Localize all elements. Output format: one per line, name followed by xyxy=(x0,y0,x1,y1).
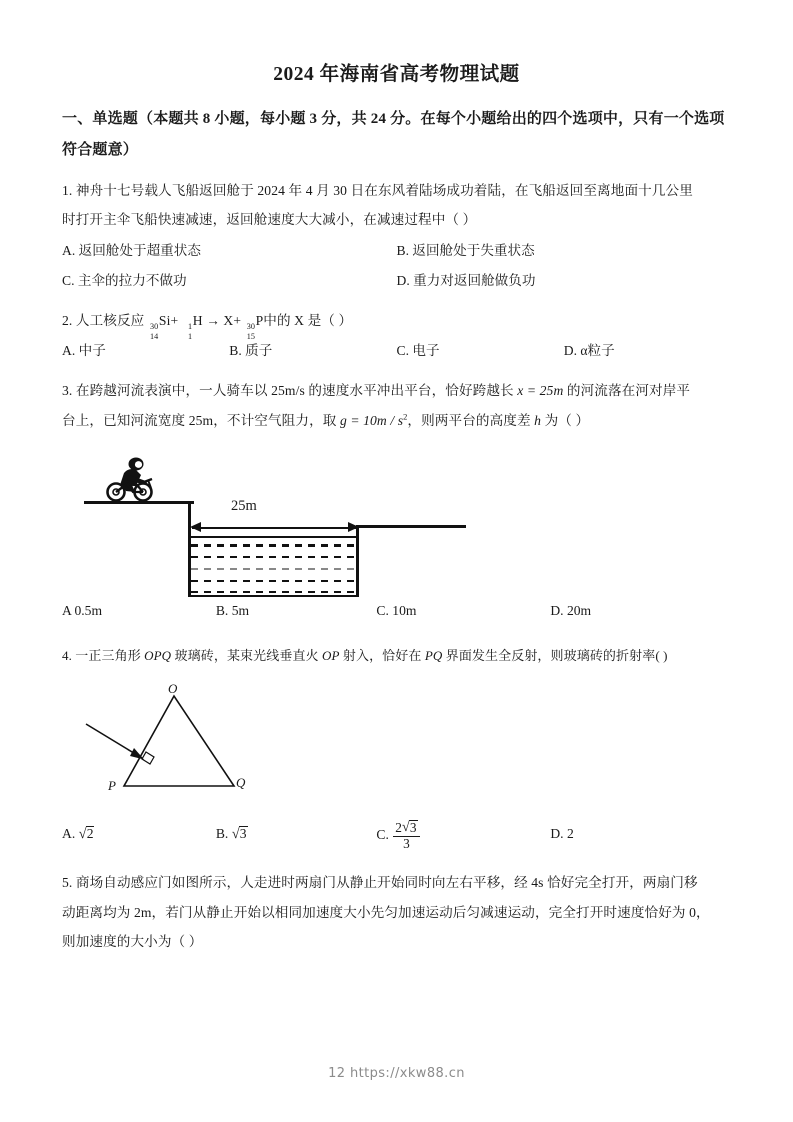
option-1-C[interactable]: C. 主伞的拉力不做功 xyxy=(62,273,187,289)
option-4-C-fraction xyxy=(393,820,419,852)
unknown-x: X xyxy=(223,312,234,328)
plus-1: + xyxy=(170,312,179,328)
q4-part-3: 射入，恰好在 xyxy=(339,647,425,663)
water-dash-line-3 xyxy=(191,568,357,570)
option-1-B[interactable]: B. 返回舱处于失重状态 xyxy=(396,242,535,258)
question-5-line-3: 则加速度的大小为（ ） xyxy=(62,934,203,950)
phosphorus-symbol: P xyxy=(255,312,264,328)
question-2-stem xyxy=(62,306,731,342)
q3-l2-part-c: 为（ ） xyxy=(541,412,590,428)
q3-span-value: x = 25m xyxy=(517,383,564,399)
question-4-options xyxy=(62,820,731,852)
left-platform-top xyxy=(84,501,194,504)
q3-height-symbol: h xyxy=(534,412,542,428)
prism-svg xyxy=(82,674,382,814)
vertex-label-Q: Q xyxy=(236,775,246,791)
option-3-B[interactable]: B. 5m xyxy=(215,603,250,619)
water-dash-line-5 xyxy=(191,591,357,593)
option-4-A[interactable] xyxy=(62,820,216,852)
question-1-options-row-1 xyxy=(62,237,731,266)
span-dimension-line xyxy=(192,527,358,529)
water-dash-line-1 xyxy=(191,545,357,547)
water-region xyxy=(191,538,357,595)
question-5-line-1: 5. 商场自动感应门如图所示，人走进时两扇门从静止开始同时向左右平移，经 4s 恰好完全打开，两扇门移 xyxy=(62,874,698,890)
water-dash-line-4 xyxy=(191,580,357,582)
option-4-C-label: C. xyxy=(376,827,389,843)
question-1-options-row-2 xyxy=(62,267,731,296)
motorcycle-rider-icon xyxy=(96,455,170,505)
reaction-arrow: → xyxy=(206,312,220,328)
option-4-D-value: 2 xyxy=(566,826,574,842)
q4-part-2: 玻璃砖，某束光线垂直火 xyxy=(171,647,322,663)
q4-prism-label: OPQ xyxy=(144,647,172,663)
span-arrow-right xyxy=(348,522,359,532)
question-1 xyxy=(62,176,731,296)
option-3-C[interactable]: C. 10m xyxy=(376,603,417,619)
river-bed-line xyxy=(188,595,359,597)
option-4-A-label: A. xyxy=(62,826,76,842)
right-angle-mark xyxy=(142,752,154,764)
question-5-line-2: 动距离均为 2m，若门从静止开始以相同加速度大小先匀加速运动后匀减速运动，完全打开时速度恰好为 0， xyxy=(62,904,710,920)
silicon-symbol: Si xyxy=(158,312,171,328)
plus-2: + xyxy=(233,312,242,328)
option-4-D-label: D. xyxy=(550,826,564,842)
option-1-A[interactable]: A. 返回舱处于超重状态 xyxy=(62,242,201,258)
q3-gravity-value: g = 10m / s xyxy=(339,412,404,428)
nuclear-equation: 30 14 Si+ 1 1 H → X+ 30 15 P xyxy=(149,312,264,342)
page-title: 2024 年海南省高考物理试题 xyxy=(273,64,520,85)
page-footer: 12 https://xkw88.cn xyxy=(328,1066,465,1081)
question-1-line-2: 时打开主伞飞船快速减速，返回舱速度大大减小，在减速过程中（ ） xyxy=(62,212,477,228)
option-4-B[interactable] xyxy=(216,820,377,852)
triangular-prism-diagram xyxy=(82,674,382,814)
river-jump-diagram xyxy=(76,441,496,593)
option-3-A[interactable]: A 0.5m xyxy=(62,603,103,619)
option-2-C[interactable]: C. 电子 xyxy=(396,343,440,359)
q3-l1-part-b: 的河流落在河对岸平 xyxy=(563,383,691,399)
section-heading: 一、单选题（本题共 8 小题，每小题 3 分，共 24 分。在每个小题给出的四个选项中，只有一个选项符合题意） xyxy=(62,111,725,158)
q3-gravity-exponent: 2 xyxy=(403,411,408,422)
q3-l2-part-a: 台上，已知河流宽度 25m，不计空气阻力，取 xyxy=(62,412,340,428)
question-5 xyxy=(62,868,731,957)
option-3-D[interactable]: D. 20m xyxy=(550,603,592,619)
q4-side-pq: PQ xyxy=(424,647,443,663)
option-4-B-label: B. xyxy=(215,826,229,842)
q4-part-1: 4. 一正三角形 xyxy=(62,647,145,663)
prism-triangle xyxy=(124,696,234,786)
question-2 xyxy=(62,306,731,366)
question-3-line-1 xyxy=(62,376,731,406)
question-3-line-2 xyxy=(62,406,731,436)
question-3-options xyxy=(62,597,731,626)
option-4-C[interactable] xyxy=(376,820,550,852)
option-4-A-sqrt: √ 2 xyxy=(79,820,95,849)
option-2-B[interactable]: B. 质子 xyxy=(229,343,273,359)
vertex-label-O: O xyxy=(168,681,178,697)
question-4-stem xyxy=(62,642,731,670)
vertex-label-P: P xyxy=(108,778,116,794)
option-4-C-denominator: 3 xyxy=(403,836,410,852)
option-2-D[interactable]: D. α粒子 xyxy=(563,343,615,359)
question-2-stem-suffix: 中的 X 是（ ） xyxy=(263,312,353,328)
right-platform-top xyxy=(356,525,466,528)
q4-part-4: 界面发生全反射，则玻璃砖的折射率( ) xyxy=(442,647,668,663)
option-4-D[interactable] xyxy=(550,820,731,852)
question-4 xyxy=(62,642,731,852)
question-2-stem-prefix: 2. 人工核反应 xyxy=(62,312,145,328)
option-4-B-sqrt: √ 3 xyxy=(232,820,248,849)
question-2-options xyxy=(62,337,731,366)
option-2-A[interactable]: A. 中子 xyxy=(62,343,106,359)
span-dimension-label: 25m xyxy=(231,498,257,515)
q4-side-op: OP xyxy=(322,647,340,663)
option-1-D[interactable]: D. 重力对返回舱做负功 xyxy=(396,273,536,289)
q3-l2-part-b: ，则两平台的高度差 xyxy=(407,412,535,428)
q3-l1-part-a: 3. 在跨越河流表演中，一人骑车以 25m/s 的速度水平冲出平台，恰好跨越长 xyxy=(62,383,518,399)
question-1-line-1: 1. 神舟十七号载人飞船返回舱于 2024 年 4 月 30 日在东风着陆场成功着陆，在飞船返回至离地面十几公里 xyxy=(62,182,693,198)
hydrogen-symbol: H xyxy=(192,312,203,328)
water-dash-line-2 xyxy=(191,556,357,558)
option-4-C-numerator: 2 √ 3 xyxy=(393,820,419,837)
span-arrow-left xyxy=(190,522,201,532)
question-3 xyxy=(62,376,731,626)
